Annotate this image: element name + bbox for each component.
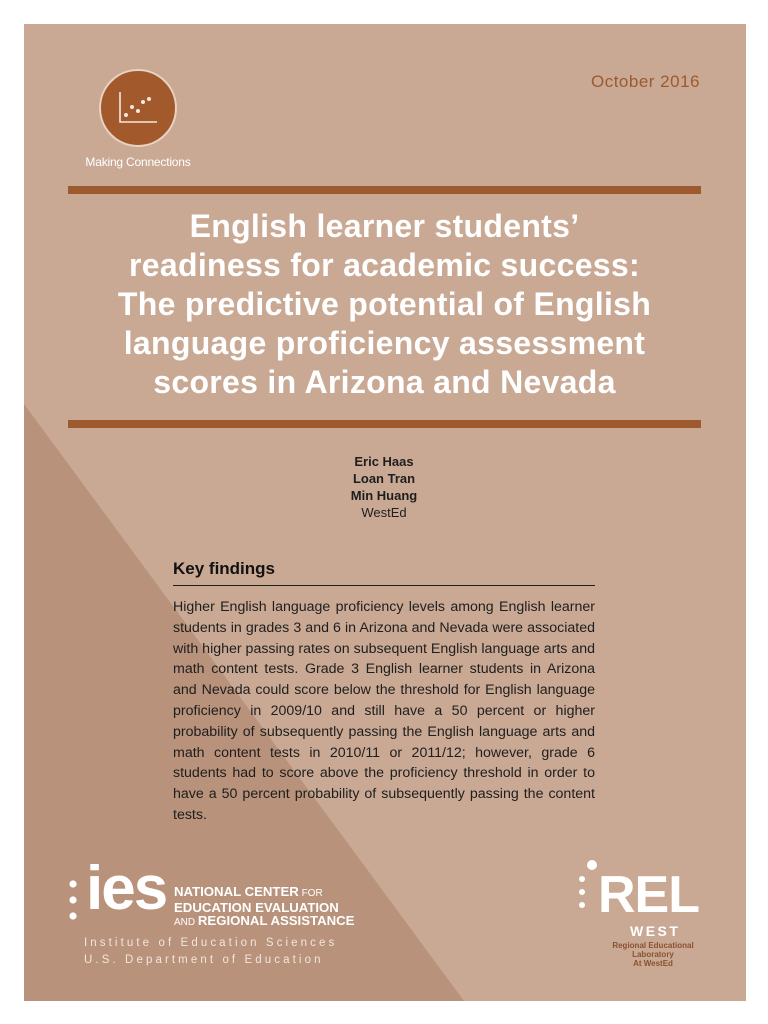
rel-wordmark: REL [598, 866, 699, 924]
author-name: Min Huang [350, 488, 418, 503]
ies-wordmark: ies [86, 854, 167, 923]
rel-subtitle-line: At WestEd [633, 959, 673, 968]
title-line: The predictive potential of English [117, 286, 652, 322]
ies-subtitle [84, 935, 337, 969]
report-title [68, 207, 701, 402]
author-name: Eric Haas [354, 454, 414, 469]
ies-center-name [174, 885, 354, 930]
ies-dots-icon [68, 860, 88, 924]
author-block [284, 453, 484, 521]
ies-name-small: AND [174, 917, 198, 928]
key-findings-body: Higher English language proficiency levels among English learner students in grades 3 and 6 in Arizona and Nevada were associated with higher passing rates on subsequent English language arts and math content tests. Grade 3 English learner students in Arizona and Nevada could score below the threshold for English language proficiency in 2009/10 and still have a 50 percent or higher probability of subsequently passing the English language arts and math content tests in 2010/11 or 2011/12; however, grade 6 students had to score above the proficiency threshold in order to have a 50 percent probability of subsequently passing the content tests. [173, 599, 595, 823]
title-bottom-rule [68, 420, 701, 428]
rel-region: WEST [630, 923, 681, 939]
title-line: English learner students’ [189, 208, 580, 244]
rel-dots-icon [576, 859, 600, 929]
ies-name-small: FOR [298, 888, 323, 899]
author-affiliation: WestEd [361, 505, 407, 520]
making-connections-logo [99, 69, 177, 147]
rel-subtitle [596, 941, 710, 968]
title-line: readiness for academic success: [129, 247, 640, 283]
key-findings-rule [173, 585, 595, 586]
scatter-plot-icon [101, 71, 175, 145]
ies-name-line: NATIONAL CENTER [174, 884, 299, 899]
author-name: Loan Tran [352, 471, 416, 486]
rel-west-logo [576, 859, 716, 969]
publication-date: October 2016 [590, 72, 700, 91]
title-line: language proficiency assessment [123, 325, 646, 361]
ies-subtitle-line: Institute of Education Sciences [84, 937, 338, 949]
rel-subtitle-line: Regional Educational Laboratory [612, 941, 694, 959]
ies-subtitle-line: U.S. Department of Education [84, 954, 324, 966]
title-line: scores in Arizona and Nevada [153, 364, 616, 400]
ies-logo [68, 854, 368, 968]
key-findings-heading: Key findings [173, 559, 276, 578]
ies-name-line: REGIONAL ASSISTANCE [197, 913, 355, 928]
report-cover [24, 24, 746, 1001]
title-top-rule [68, 186, 701, 194]
logo-caption: Making Connections [85, 155, 191, 169]
ies-name-line: EDUCATION EVALUATION [174, 899, 339, 915]
